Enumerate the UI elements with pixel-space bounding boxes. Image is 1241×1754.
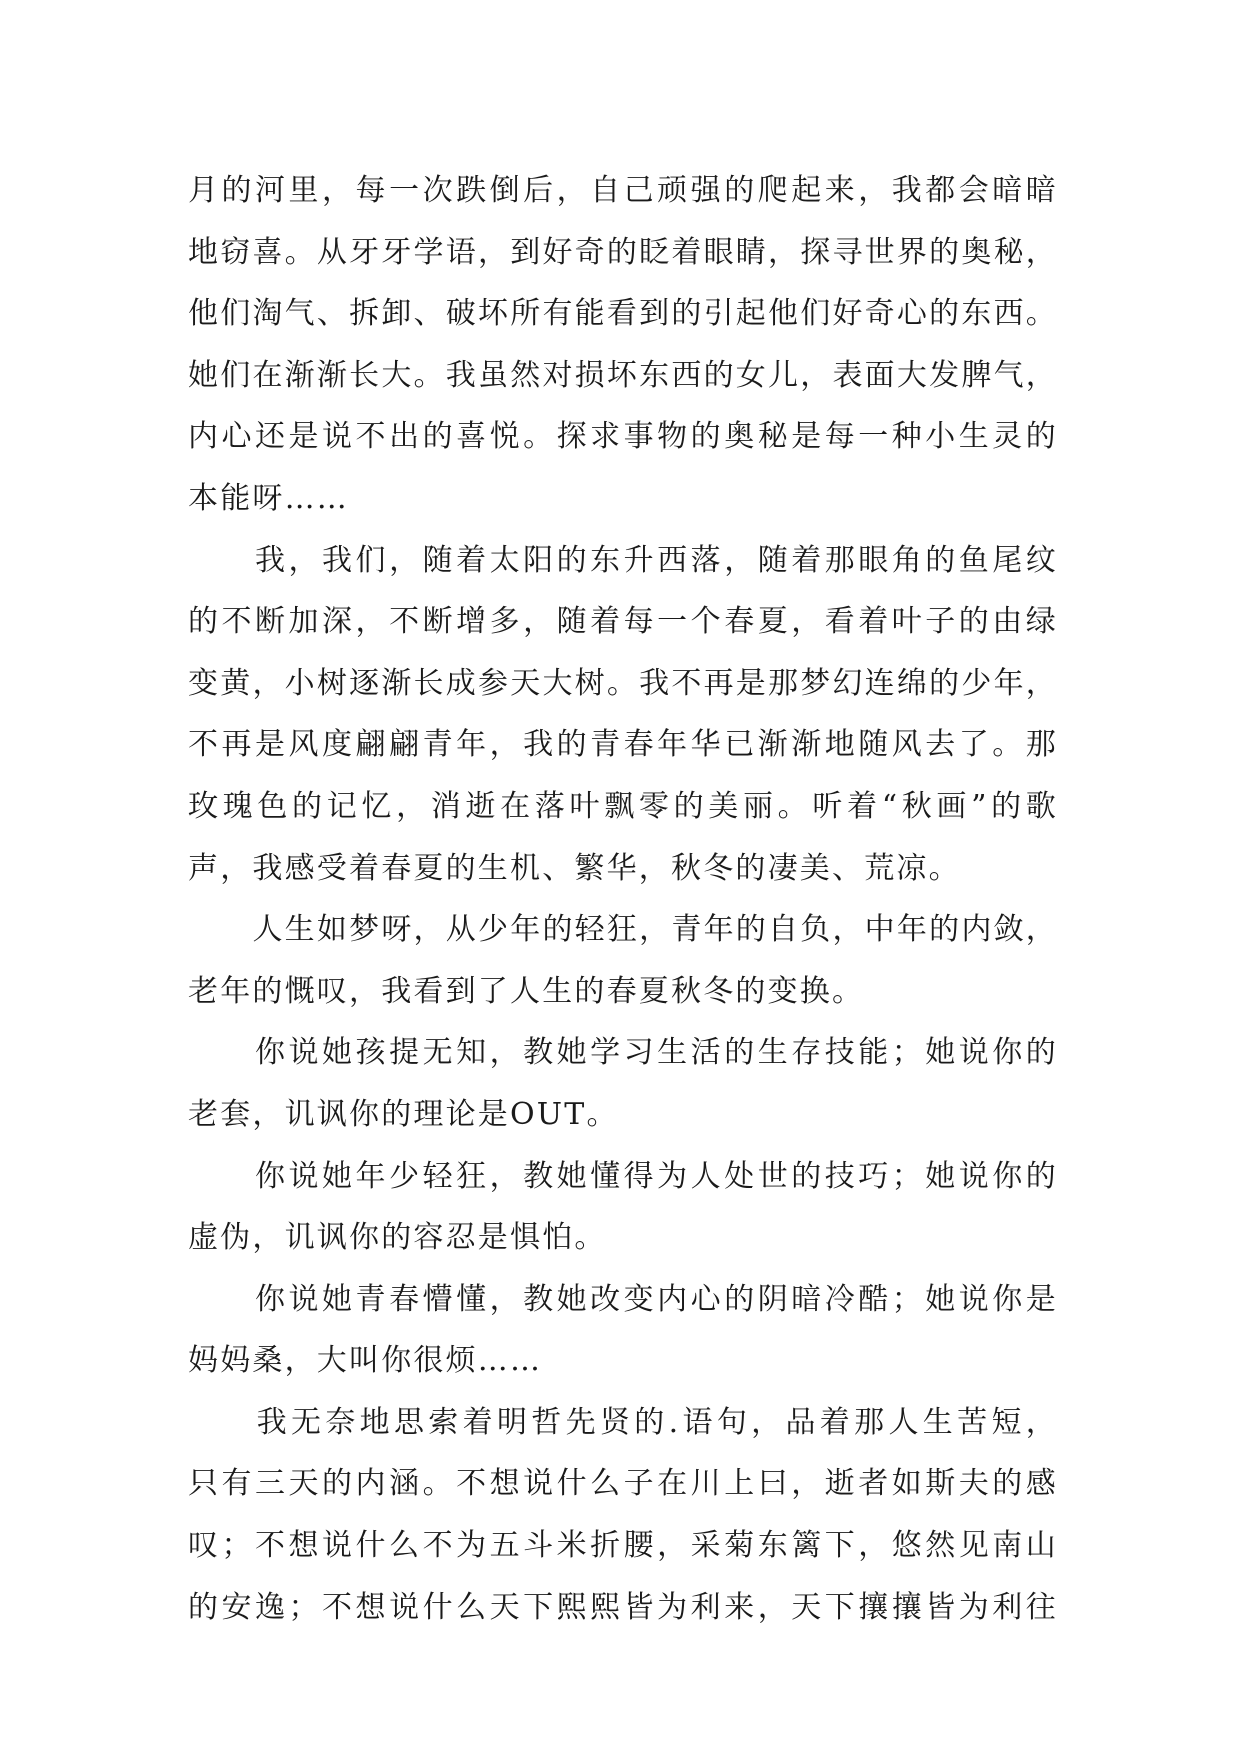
text-line: 的安逸；不想说什么天下熙熙皆为利来，天下攘攘皆为利往 (188, 1589, 1058, 1625)
text-line: 你说她年少轻狂，教她懂得为人处世的技巧；她说你的 (188, 1158, 1058, 1194)
text-line: 只有三天的内涵。不想说什么子在川上曰，逝者如斯夫的感 (188, 1466, 1058, 1502)
text-line: 地窃喜。从牙牙学语，到好奇的眨着眼睛，探寻世界的奥秘， (188, 234, 1058, 270)
text-line: 老年的慨叹，我看到了人生的春夏秋冬的变换。 (188, 973, 865, 1009)
text-line: 声，我感受着春夏的生机、繁华，秋冬的凄美、荒凉。 (188, 850, 961, 886)
text-line: 我，我们，随着太阳的东升西落，随着那眼角的鱼尾纹 (188, 542, 1058, 578)
text-line: 月的河里，每一次跌倒后，自己顽强的爬起来，我都会暗暗 (188, 173, 1058, 208)
text-line: 不再是风度翩翩青年，我的青春年华已渐渐地随风去了。那 (188, 727, 1058, 763)
text-line: 老套，讥讽你的理论是OUT。 (188, 1096, 619, 1132)
text-line: 的不断加深，不断增多，随着每一个春夏，看着叶子的由绿 (188, 604, 1058, 640)
text-line: 我无奈地思索着明哲先贤的.语句，品着那人生苦短， (188, 1404, 1058, 1440)
text-line: 妈妈桑，大叫你很烦…… (188, 1343, 543, 1379)
text-line: 变黄，小树逐渐长成参天大树。我不再是那梦幻连绵的少年， (188, 665, 1058, 701)
text-line: 人生如梦呀，从少年的轻狂，青年的自负，中年的内敛， (188, 912, 1058, 948)
text-line: 内心还是说不出的喜悦。探求事物的奥秘是每一种小生灵的 (188, 419, 1058, 455)
text-line: 玫瑰色的记忆，消逝在落叶飘零的美丽。听着“秋画”的歌 (188, 788, 1058, 824)
text-line: 叹；不想说什么不为五斗米折腰，采菊东篱下，悠然见南山 (188, 1528, 1058, 1564)
text-line: 你说她孩提无知，教她学习生活的生存技能；她说你的 (188, 1035, 1058, 1071)
text-line: 他们淘气、拆卸、破坏所有能看到的引起他们好奇心的东西。 (188, 296, 1058, 332)
text-line: 本能呀…… (188, 480, 349, 516)
text-line: 你说她青春懵懂，教她改变内心的阴暗冷酷；她说你是 (188, 1281, 1058, 1317)
text-line: 她们在渐渐长大。我虽然对损坏东西的女儿，表面大发脾气， (188, 357, 1058, 393)
document-body (188, 160, 1058, 1638)
text-line: 虚伪，讥讽你的容忍是惧怕。 (188, 1220, 607, 1256)
